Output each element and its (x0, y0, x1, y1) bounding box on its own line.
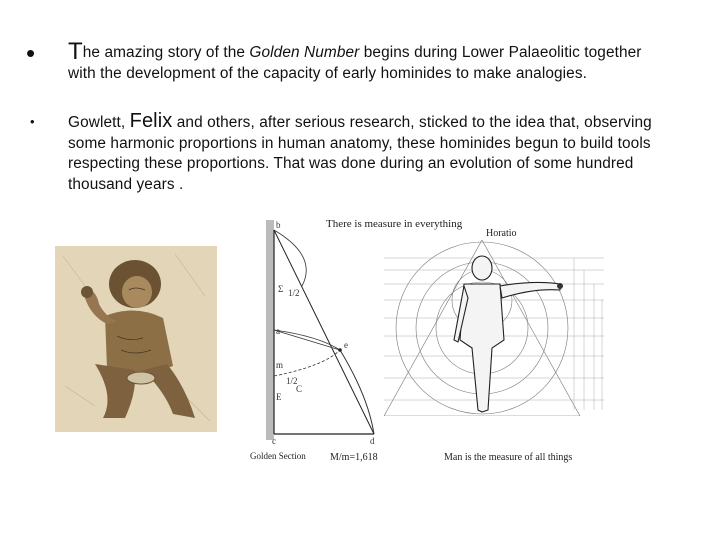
bullet-main: • (26, 38, 36, 68)
point-label-d: d (370, 436, 375, 446)
hominid-illustration (55, 246, 217, 432)
caption-golden-section: Golden Section (250, 451, 306, 461)
point-label-half-2: 1/2 (286, 376, 298, 386)
point-label-b: b (276, 220, 281, 230)
point-label-e: e (344, 340, 348, 350)
point-label-c: c (272, 436, 276, 446)
para1-text-b: begins during Lower Palaeolitic together with the development of the capacity of early hominides to make analogies. (68, 44, 642, 82)
caption-ratio: M/m=1,618 (330, 452, 378, 463)
point-label-sigma: Σ (278, 284, 284, 294)
paragraph-golden-number (68, 38, 668, 92)
point-label-m: m (276, 360, 284, 370)
point-label-E: E (276, 392, 282, 402)
paragraph-research (68, 111, 668, 195)
measured-man-diagram (384, 240, 612, 416)
figure-horatio: Horatio (486, 228, 517, 239)
point-label-C: C (296, 384, 303, 394)
para2-felix: Felix (129, 110, 173, 132)
point-label-half-1: 1/2 (288, 288, 300, 298)
point-label-a: a (276, 326, 280, 336)
golden-section-diagram (258, 216, 388, 446)
bullet-sub: • (30, 114, 35, 129)
para2-text-b: and others, after serious research, sticked to the idea that, observing some harmonic proportions in human anatomy, these hominides begun to build tools respecting these proportions. That was done during an evolution of some hundred thousand years . (68, 114, 652, 193)
para1-italic-term: Golden Number (249, 44, 360, 61)
para2-text-a: Gowlett, (68, 114, 130, 131)
para1-text-a: he amazing story of the (82, 44, 250, 61)
figure-header: There is measure in everything (326, 218, 463, 230)
drop-letter: T (68, 38, 83, 65)
caption-man-measure: Man is the measure of all things (444, 452, 573, 463)
